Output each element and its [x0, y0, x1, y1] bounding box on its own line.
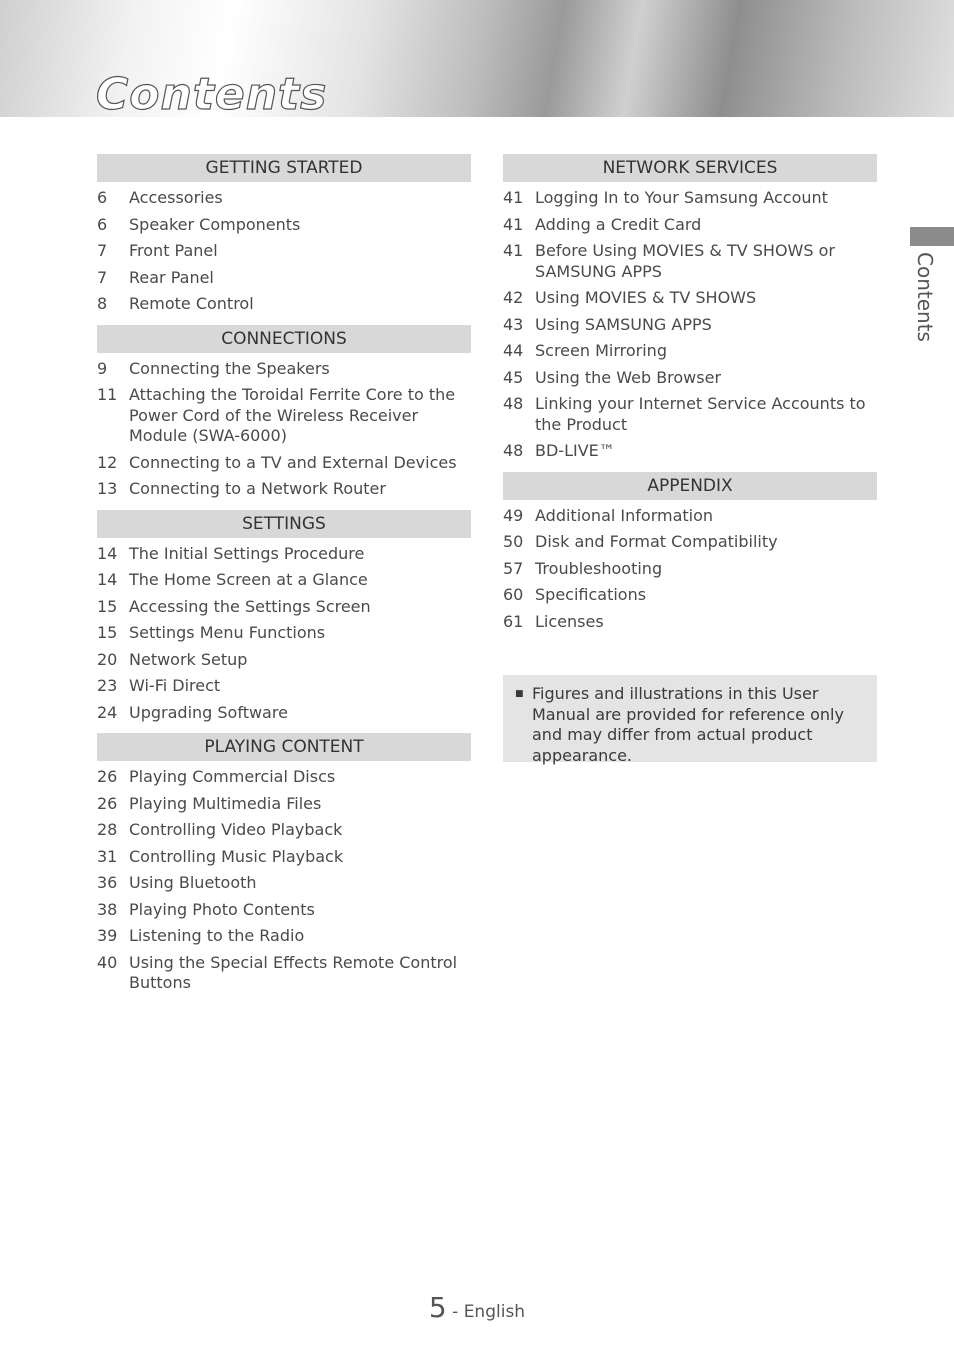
toc-entry-title: Connecting to a TV and External Devices — [129, 452, 457, 472]
toc-entry-page: 11 — [97, 385, 118, 404]
toc-entry[interactable] — [503, 438, 877, 465]
toc-entry-title: Disk and Format Compatibility — [535, 532, 778, 551]
toc-entry-page: 48 — [503, 441, 524, 460]
toc-entry-page: 45 — [503, 367, 524, 387]
toc-entry[interactable] — [97, 764, 471, 791]
toc-entry-title: The Initial Settings Procedure — [129, 543, 365, 563]
toc-entry-title: Remote Control — [129, 294, 254, 313]
toc-entry-title: Connecting to a Network Router — [129, 479, 386, 498]
toc-entry-page: 15 — [97, 623, 118, 642]
section-header: NETWORK SERVICES — [503, 154, 877, 182]
toc-entry[interactable] — [97, 541, 471, 568]
toc-entry-page: 41 — [503, 214, 524, 234]
toc-entry-page: 24 — [97, 702, 118, 722]
toc-entry-title: BD-LIVE™ — [535, 441, 615, 460]
toc-entry[interactable] — [97, 844, 471, 871]
toc-entry[interactable] — [97, 950, 471, 997]
toc-entry-title: Additional Information — [535, 505, 714, 525]
footer-separator: - — [446, 1302, 464, 1322]
toc-entry-title: Using SAMSUNG APPS — [535, 314, 712, 334]
toc-entry[interactable] — [97, 356, 471, 383]
toc-entry[interactable] — [97, 450, 471, 477]
toc-entry[interactable] — [97, 700, 471, 727]
toc-entry-page: 14 — [97, 570, 118, 589]
page-footer — [0, 1291, 954, 1324]
toc-entry[interactable] — [503, 609, 877, 636]
toc-entry-title: Playing Photo Contents — [129, 899, 315, 919]
toc-entry[interactable] — [503, 238, 877, 285]
toc-entry-page: 42 — [503, 288, 524, 307]
footer-language: English — [463, 1302, 526, 1322]
toc-entry-title: Network Setup — [129, 649, 248, 669]
section-entries — [503, 185, 877, 465]
toc-entry-page: 13 — [97, 479, 118, 498]
toc-entry-page: 23 — [97, 676, 118, 695]
toc-entry-title: Accessories — [129, 188, 223, 207]
toc-entry-page: 39 — [97, 926, 118, 945]
toc-entry[interactable] — [97, 212, 471, 239]
toc-entry-page: 49 — [503, 505, 524, 525]
toc-entry-title: Licenses — [535, 611, 604, 631]
toc-entry-page: 60 — [503, 585, 524, 604]
toc-entry-title: Specifications — [535, 585, 647, 604]
section-header: SETTINGS — [97, 510, 471, 538]
section-entries — [97, 764, 471, 997]
toc-entry-page: 9 — [97, 358, 108, 378]
section-header: GETTING STARTED — [97, 154, 471, 182]
toc-entry[interactable] — [503, 582, 877, 609]
page-title: Contents — [96, 69, 328, 120]
toc-entry-title: Listening to the Radio — [129, 926, 305, 945]
toc-entry[interactable] — [97, 673, 471, 700]
toc-entry-title: Upgrading Software — [129, 702, 288, 722]
toc-entry-page: 7 — [97, 241, 108, 260]
toc-entry-page: 41 — [503, 188, 524, 207]
toc-entry-page: 7 — [97, 267, 108, 287]
section-entries — [97, 185, 471, 318]
toc-entry[interactable] — [97, 476, 471, 503]
toc-entry-page: 50 — [503, 532, 524, 551]
toc-entry-page: 15 — [97, 596, 118, 616]
toc-right-column — [503, 154, 877, 642]
toc-entry-title: Controlling Music Playback — [129, 846, 344, 866]
toc-entry-title: Using MOVIES & TV SHOWS — [535, 288, 757, 307]
toc-entry-title: Linking your Internet Service Accounts to the Product — [535, 394, 866, 434]
toc-entry-page: 6 — [97, 214, 108, 234]
toc-entry-page: 6 — [97, 188, 108, 207]
toc-entry-page: 61 — [503, 611, 524, 631]
footer-page-number: 5 — [428, 1291, 447, 1324]
toc-entry-page: 48 — [503, 394, 524, 413]
toc-entry[interactable] — [97, 870, 471, 897]
note-box — [503, 675, 877, 765]
toc-entry[interactable] — [97, 620, 471, 647]
toc-left-column — [97, 154, 471, 1004]
section-header: APPENDIX — [503, 472, 877, 500]
toc-entry-title: Using the Web Browser — [535, 367, 722, 387]
toc-entry-page: 36 — [97, 873, 118, 892]
toc-entry-page: 14 — [97, 543, 118, 563]
toc-entry[interactable] — [503, 556, 877, 583]
section-entries — [97, 541, 471, 727]
toc-entry[interactable] — [503, 212, 877, 239]
toc-entry-title: Front Panel — [129, 241, 218, 260]
toc-entry[interactable] — [97, 382, 471, 450]
toc-entry-page: 28 — [97, 820, 118, 839]
toc-entry-page: 8 — [97, 294, 108, 313]
toc-entry[interactable] — [97, 185, 471, 212]
side-tab-label: Contents — [913, 252, 937, 342]
toc-entry[interactable] — [503, 185, 877, 212]
toc-entry[interactable] — [503, 391, 877, 438]
note-text: Figures and illustrations in this User Manual are provided for reference only and may differ from actual product appearance. — [532, 684, 844, 765]
section-header: PLAYING CONTENT — [97, 733, 471, 761]
toc-entry[interactable] — [503, 285, 877, 312]
side-tab-marker — [910, 227, 954, 246]
toc-entry-page: 43 — [503, 314, 524, 334]
section-entries — [97, 356, 471, 503]
toc-entry-title: Using the Special Effects Remote Control Buttons — [129, 952, 458, 992]
toc-entry-page: 26 — [97, 793, 118, 813]
toc-entry-title: Settings Menu Functions — [129, 623, 326, 642]
toc-entry-page: 41 — [503, 241, 524, 260]
toc-entry[interactable] — [97, 291, 471, 318]
section-entries — [503, 503, 877, 636]
toc-entry-title: Before Using MOVIES & TV SHOWS or SAMSUNG APPS — [535, 241, 835, 281]
toc-entry[interactable] — [97, 897, 471, 924]
toc-entry-title: Accessing the Settings Screen — [129, 596, 371, 616]
toc-entry-title: Using Bluetooth — [129, 873, 257, 892]
toc-entry-title: The Home Screen at a Glance — [129, 570, 368, 589]
toc-entry-page: 31 — [97, 846, 118, 866]
toc-entry-title: Adding a Credit Card — [535, 214, 702, 234]
toc-entry[interactable] — [97, 567, 471, 594]
toc-entry-title: Speaker Components — [129, 214, 301, 234]
toc-entry[interactable] — [503, 365, 877, 392]
toc-entry-title: Screen Mirroring — [535, 341, 667, 360]
toc-entry-title: Troubleshooting — [535, 558, 663, 578]
toc-entry-page: 40 — [97, 952, 118, 972]
toc-entry[interactable] — [97, 647, 471, 674]
toc-entry[interactable] — [503, 338, 877, 365]
toc-entry-title: Logging In to Your Samsung Account — [535, 188, 828, 207]
toc-entry-title: Connecting the Speakers — [129, 358, 330, 378]
note-bullet-icon: ■ — [515, 689, 524, 699]
toc-entry-page: 12 — [97, 452, 118, 472]
toc-entry-title: Playing Multimedia Files — [129, 793, 322, 813]
toc-entry[interactable] — [503, 503, 877, 530]
toc-entry-page: 38 — [97, 899, 118, 919]
toc-entry-page: 20 — [97, 649, 118, 669]
toc-entry[interactable] — [503, 312, 877, 339]
section-header: CONNECTIONS — [97, 325, 471, 353]
toc-entry-page: 57 — [503, 558, 524, 578]
toc-entry-title: Rear Panel — [129, 267, 214, 287]
toc-entry-title: Playing Commercial Discs — [129, 767, 336, 786]
toc-entry[interactable] — [97, 265, 471, 292]
toc-entry-title: Controlling Video Playback — [129, 820, 343, 839]
toc-entry-page: 26 — [97, 767, 118, 786]
toc-entry-title: Wi-Fi Direct — [129, 676, 221, 695]
toc-entry[interactable] — [97, 923, 471, 950]
toc-entry[interactable] — [97, 791, 471, 818]
toc-entry[interactable] — [97, 594, 471, 621]
toc-entry[interactable] — [503, 529, 877, 556]
toc-entry[interactable] — [97, 238, 471, 265]
toc-entry[interactable] — [97, 817, 471, 844]
toc-entry-title: Attaching the Toroidal Ferrite Core to the Power Cord of the Wireless Receiver Module (SWA-6000) — [129, 385, 456, 445]
toc-entry-page: 44 — [503, 341, 524, 360]
